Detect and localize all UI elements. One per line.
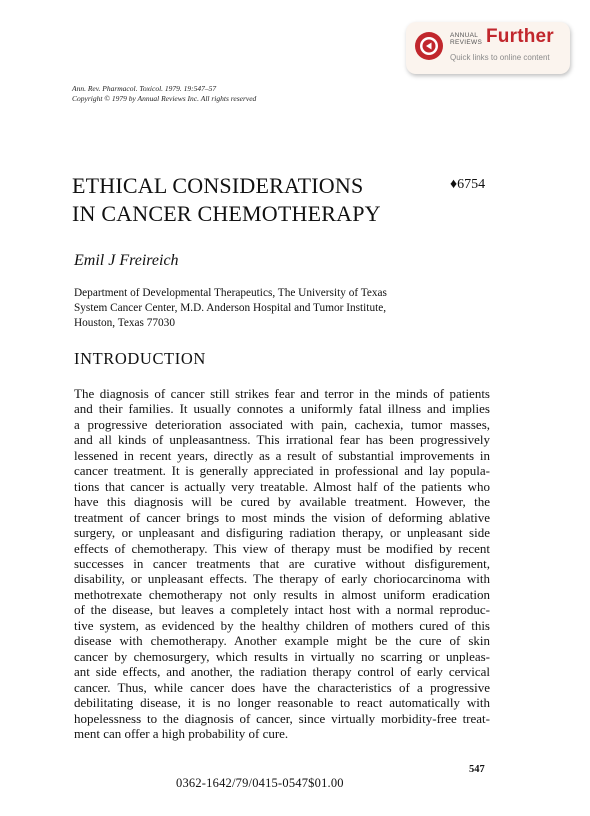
further-links-badge[interactable] (406, 22, 570, 74)
text-line: have this diagnosis will be cured by available treatment. However, the (74, 494, 490, 510)
annual-reviews-logo-icon (415, 32, 443, 60)
text-line: surgery, or unpleasant and disfiguring radiation therapy, or unpleasant side (74, 525, 490, 541)
text-line: effects of chemotherapy. This view of therapy must be modified by recent (74, 540, 490, 556)
text-line: tions that cancer is actually very treatable. Almost half of the patients who (74, 478, 490, 494)
citation-line-1: Ann. Rev. Pharmacol. Toxicol. 1979. 19:547–57 (72, 84, 217, 93)
further-title: Further (486, 26, 554, 47)
further-subtitle: Quick links to online content (450, 53, 550, 62)
text-line: disability, or unpleasant effects. The therapy of early choriocarcinoma with (74, 571, 490, 587)
article-code: 0362-1642/79/0415-0547$01.00 (176, 776, 344, 790)
text-line: ment can offer a high probability of cure. (74, 725, 289, 741)
affiliation-line: System Cancer Center, M.D. Anderson Hospital and Tumor Institute, (74, 302, 387, 314)
text-line: lessened in recent years, directly as a result of substantial improvements in (74, 447, 490, 463)
text-line: The diagnosis of cancer still strikes fear and terror in the minds of patients (74, 386, 490, 401)
text-line: cancer. Thus, while cancer does have the characteristics of a progressive (74, 679, 490, 695)
text-line: tive system, as evidenced by the healthy children of mothers cured of this (74, 617, 490, 633)
author-name: Emil J Freireich (74, 252, 179, 269)
text-line: cancer by chemosurgery, which results in virtually no scarring or unpleas- (74, 648, 490, 664)
section-heading: INTRODUCTION (74, 349, 206, 368)
text-line: disease with chemotherapy. Another example might be the cure of skin (74, 633, 490, 649)
citation-line-2: Copyright © 1979 by Annual Reviews Inc. All rights reserved (72, 94, 257, 103)
text-line: and all kinds of unpleasantness. This irrational fear has been progressively (74, 432, 490, 448)
annual-reviews-wordmark (450, 32, 484, 46)
body-paragraph (74, 386, 490, 741)
author-affiliation (74, 286, 494, 331)
article-title (72, 172, 381, 228)
brand-line-2: REVIEWS (450, 39, 483, 46)
brand-line-1: ANNUAL (450, 32, 479, 39)
text-line: a progressive deterioration associated with pain, cachexia, tumor masses, (74, 416, 490, 432)
text-line: of the disease, but leaves a completely intact host with a normal reproduc- (74, 602, 490, 618)
affiliation-line: Houston, Texas 77030 (74, 317, 175, 329)
text-line: and their families. It usually connotes a uniformly fatal illness and implies (74, 401, 490, 417)
article-number: ♦6754 (450, 177, 486, 192)
page-number: 547 (469, 764, 485, 775)
journal-citation (72, 84, 256, 104)
title-line-2: IN CANCER CHEMOTHERAPY (72, 201, 381, 226)
text-line: treatment of cancer brings to most minds the vision of deforming ablative (74, 509, 490, 525)
text-line: hopelessness to the diagnosis of cancer, since virtually morbidity-free treat- (74, 710, 490, 726)
text-line: cancer treatment. It is generally appreciated in professional and lay popula- (74, 463, 490, 479)
text-line: successes in cancer treatments that are curative without disfigurement, (74, 555, 490, 571)
text-line: debilitating disease, it is no longer reasonable to react automatically with (74, 695, 490, 711)
affiliation-line: Department of Developmental Therapeutics, The University of Texas (74, 287, 387, 299)
text-line: methotrexate chemotherapy not only results in almost uniform eradication (74, 586, 490, 602)
text-line: ant side effects, and another, the radiation therapy control of early cervical (74, 664, 490, 680)
title-line-1: ETHICAL CONSIDERATIONS (72, 173, 364, 198)
